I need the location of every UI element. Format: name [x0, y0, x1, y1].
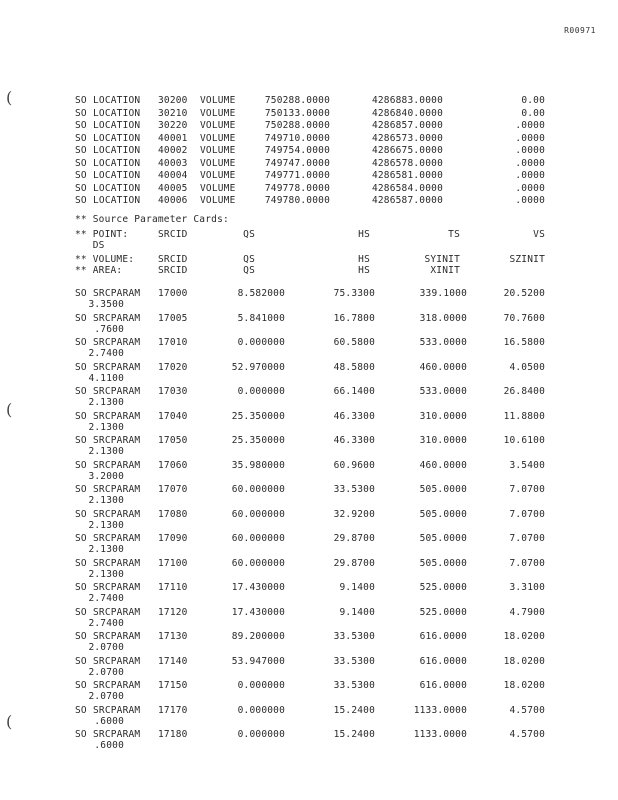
location-source-id: 40001 [158, 132, 188, 144]
param-ts-value: 505.0000 [419, 557, 467, 569]
param-keyword: SRCPARAM [93, 386, 141, 397]
location-y-coordinate: 4286578.0000 [371, 157, 443, 169]
page-id: R00971 [564, 26, 596, 35]
location-source-id: 40005 [158, 182, 188, 194]
param-continuation: 2.1300 [88, 519, 124, 531]
param-vs-value: 18.0200 [503, 631, 545, 642]
location-keyword: LOCATION [93, 120, 141, 131]
param-keyword: SRCPARAM [93, 704, 141, 716]
param-hs-value: 46.3300 [333, 435, 375, 446]
location-x-coordinate: 749754.0000 [264, 145, 330, 156]
header-cell: QS [243, 254, 255, 265]
param-qs-value: 8.582000 [237, 288, 285, 299]
location-keyword: LOCATION [93, 107, 141, 119]
location-source-type: VOLUME [200, 132, 236, 144]
param-record-type: SO [75, 606, 87, 618]
param-continuation: 2.1300 [88, 421, 124, 433]
param-hs-value: 9.1400 [339, 582, 375, 593]
param-source-id: 17000 [158, 288, 188, 299]
param-qs-value: 60.000000 [231, 533, 285, 544]
param-hs-value: 48.5800 [333, 361, 375, 373]
param-ts-value: 616.0000 [419, 631, 467, 642]
param-qs-value: 60.000000 [231, 508, 285, 520]
location-z-value: .0000 [515, 132, 545, 144]
location-source-id: 40004 [158, 170, 188, 181]
param-keyword: SRCPARAM [93, 410, 141, 422]
param-vs-value: 7.0700 [509, 508, 545, 520]
param-ts-value: 310.0000 [419, 435, 467, 446]
location-record-type: SO [75, 95, 87, 106]
param-record-type: SO [75, 361, 87, 373]
param-record-type: SO [75, 631, 87, 642]
header-cell: ** POINT: [75, 229, 129, 240]
param-hs-value: 66.1400 [333, 386, 375, 397]
param-qs-value: 17.430000 [231, 582, 285, 593]
param-keyword: SRCPARAM [93, 533, 141, 544]
param-continuation: 2.7400 [88, 348, 124, 359]
param-vs-value: 4.5700 [509, 729, 545, 740]
location-record-type: SO [75, 182, 87, 194]
param-continuation: 2.1300 [88, 397, 124, 408]
param-continuation: .7600 [94, 323, 124, 335]
param-source-id: 17030 [158, 386, 188, 397]
param-source-id: 17180 [158, 729, 188, 740]
header-cell: ** VOLUME: [75, 254, 135, 265]
param-source-id: 17070 [158, 484, 188, 495]
param-vs-value: 10.6100 [503, 435, 545, 446]
param-qs-value: 25.350000 [231, 435, 285, 446]
param-hs-value: 75.3300 [333, 288, 375, 299]
location-keyword: LOCATION [93, 145, 141, 156]
param-qs-value: 0.000000 [237, 680, 285, 691]
param-vs-value: 4.5700 [509, 704, 545, 716]
param-vs-value: 20.5200 [503, 288, 545, 299]
param-ts-value: 1133.0000 [413, 704, 467, 716]
param-ts-value: 525.0000 [419, 606, 467, 618]
param-hs-value: 33.5300 [333, 655, 375, 667]
location-z-value: .0000 [515, 182, 545, 194]
location-z-value: 0.00 [521, 107, 545, 119]
param-vs-value: 7.0700 [509, 484, 545, 495]
param-record-type: SO [75, 386, 87, 397]
param-vs-value: 11.8800 [503, 410, 545, 422]
header-cell: HS [358, 254, 370, 265]
param-continuation: 2.1300 [88, 568, 124, 580]
param-keyword: SRCPARAM [93, 631, 141, 642]
param-hs-value: 29.8700 [333, 533, 375, 544]
param-ts-value: 616.0000 [419, 680, 467, 691]
location-x-coordinate: 749780.0000 [264, 195, 330, 206]
header-cell: SZINIT [509, 254, 545, 265]
param-ts-value: 505.0000 [419, 533, 467, 544]
param-hs-value: 32.9200 [333, 508, 375, 520]
param-vs-value: 16.5800 [503, 337, 545, 348]
param-record-type: SO [75, 435, 87, 446]
param-qs-value: 52.970000 [231, 361, 285, 373]
location-y-coordinate: 4286840.0000 [371, 107, 443, 119]
param-keyword: SRCPARAM [93, 655, 141, 667]
param-record-type: SO [75, 533, 87, 544]
location-source-type: VOLUME [200, 182, 236, 194]
param-qs-value: 17.430000 [231, 606, 285, 618]
location-z-value: 0.00 [521, 95, 545, 106]
header-cell: SYINIT [424, 254, 460, 265]
param-ts-value: 318.0000 [419, 312, 467, 324]
location-source-id: 40003 [158, 157, 188, 169]
header-cell: SRCID [158, 265, 188, 276]
param-ts-value: 460.0000 [419, 459, 467, 471]
param-record-type: SO [75, 508, 87, 520]
location-x-coordinate: 750288.0000 [264, 120, 330, 131]
location-source-id: 30220 [158, 120, 188, 131]
param-qs-value: 89.200000 [231, 631, 285, 642]
param-continuation: 4.1100 [88, 372, 124, 384]
param-keyword: SRCPARAM [93, 435, 141, 446]
location-y-coordinate: 4286883.0000 [371, 95, 443, 106]
param-record-type: SO [75, 312, 87, 324]
param-record-type: SO [75, 557, 87, 569]
param-source-id: 17090 [158, 533, 188, 544]
location-record-type: SO [75, 170, 87, 181]
param-qs-value: 53.947000 [231, 655, 285, 667]
param-keyword: SRCPARAM [93, 361, 141, 373]
header-cell: TS [448, 229, 460, 240]
location-x-coordinate: 750133.0000 [264, 107, 330, 119]
param-ts-value: 505.0000 [419, 484, 467, 495]
param-source-id: 17005 [158, 312, 188, 324]
location-source-type: VOLUME [200, 120, 236, 131]
param-source-id: 17150 [158, 680, 188, 691]
param-source-id: 17110 [158, 582, 188, 593]
location-keyword: LOCATION [93, 132, 141, 144]
param-keyword: SRCPARAM [93, 557, 141, 569]
param-source-id: 17020 [158, 361, 188, 373]
param-keyword: SRCPARAM [93, 729, 141, 740]
param-record-type: SO [75, 582, 87, 593]
location-y-coordinate: 4286584.0000 [371, 182, 443, 194]
param-qs-value: 0.000000 [237, 704, 285, 716]
param-continuation: .6000 [94, 740, 124, 751]
param-keyword: SRCPARAM [93, 459, 141, 471]
param-vs-value: 70.7600 [503, 312, 545, 324]
param-qs-value: 25.350000 [231, 410, 285, 422]
param-hs-value: 33.5300 [333, 680, 375, 691]
param-source-id: 17050 [158, 435, 188, 446]
param-hs-value: 29.8700 [333, 557, 375, 569]
param-source-id: 17010 [158, 337, 188, 348]
location-source-id: 40002 [158, 145, 188, 156]
param-record-type: SO [75, 655, 87, 667]
location-keyword: LOCATION [93, 170, 141, 181]
param-hs-value: 33.5300 [333, 484, 375, 495]
location-z-value: .0000 [515, 170, 545, 181]
param-continuation: 2.7400 [88, 617, 124, 629]
param-ts-value: 460.0000 [419, 361, 467, 373]
header-cell: VS [533, 229, 545, 240]
location-source-type: VOLUME [200, 95, 236, 106]
param-vs-value: 18.0200 [503, 680, 545, 691]
location-record-type: SO [75, 132, 87, 144]
param-ts-value: 505.0000 [419, 508, 467, 520]
param-continuation: 2.1300 [88, 544, 124, 555]
location-record-type: SO [75, 120, 87, 131]
location-source-type: VOLUME [200, 145, 236, 156]
param-vs-value: 26.8400 [503, 386, 545, 397]
param-continuation: 3.2000 [88, 470, 124, 482]
param-vs-value: 7.0700 [509, 557, 545, 569]
param-record-type: SO [75, 288, 87, 299]
header-cell: QS [243, 229, 255, 240]
param-keyword: SRCPARAM [93, 508, 141, 520]
header-cell: XINIT [430, 265, 460, 276]
location-y-coordinate: 4286573.0000 [371, 132, 443, 144]
param-qs-value: 0.000000 [237, 729, 285, 740]
param-ts-value: 1133.0000 [413, 729, 467, 740]
param-vs-value: 7.0700 [509, 533, 545, 544]
header-cell: HS [358, 229, 370, 240]
param-ts-value: 533.0000 [419, 337, 467, 348]
param-source-id: 17120 [158, 606, 188, 618]
param-source-id: 17040 [158, 410, 188, 422]
location-x-coordinate: 749747.0000 [264, 157, 330, 169]
location-x-coordinate: 749778.0000 [264, 182, 330, 194]
location-source-type: VOLUME [200, 170, 236, 181]
param-record-type: SO [75, 410, 87, 422]
param-record-type: SO [75, 704, 87, 716]
param-keyword: SRCPARAM [93, 484, 141, 495]
location-y-coordinate: 4286857.0000 [371, 120, 443, 131]
location-record-type: SO [75, 145, 87, 156]
param-vs-value: 4.7900 [509, 606, 545, 618]
param-continuation: 2.1300 [88, 495, 124, 506]
location-z-value: .0000 [515, 145, 545, 156]
param-hs-value: 15.2400 [333, 729, 375, 740]
param-source-id: 17080 [158, 508, 188, 520]
param-continuation: 2.0700 [88, 691, 124, 702]
param-continuation: 2.0700 [88, 642, 124, 653]
location-source-type: VOLUME [200, 195, 236, 206]
param-vs-value: 3.3100 [509, 582, 545, 593]
param-vs-value: 3.5400 [509, 459, 545, 471]
location-record-type: SO [75, 157, 87, 169]
param-qs-value: 0.000000 [237, 337, 285, 348]
location-keyword: LOCATION [93, 182, 141, 194]
location-keyword: LOCATION [93, 157, 141, 169]
location-x-coordinate: 749710.0000 [264, 132, 330, 144]
binder-mark-icon: ( [6, 88, 13, 107]
location-z-value: .0000 [515, 157, 545, 169]
param-vs-value: 18.0200 [503, 655, 545, 667]
param-continuation: 2.1300 [88, 446, 124, 457]
param-qs-value: 0.000000 [237, 386, 285, 397]
location-x-coordinate: 749771.0000 [264, 170, 330, 181]
param-ts-value: 525.0000 [419, 582, 467, 593]
param-qs-value: 60.000000 [231, 557, 285, 569]
location-y-coordinate: 4286675.0000 [371, 145, 443, 156]
header-cell: HS [358, 265, 370, 276]
location-y-coordinate: 4286581.0000 [371, 170, 443, 181]
header-cell: SRCID [158, 254, 188, 265]
param-continuation: 3.3500 [88, 299, 124, 310]
param-keyword: SRCPARAM [93, 606, 141, 618]
header-cell: QS [243, 265, 255, 276]
param-ts-value: 310.0000 [419, 410, 467, 422]
param-hs-value: 16.7800 [333, 312, 375, 324]
param-record-type: SO [75, 337, 87, 348]
location-keyword: LOCATION [93, 195, 141, 206]
binder-mark-icon: ( [6, 712, 13, 731]
param-vs-value: 4.0500 [509, 361, 545, 373]
header-cell: SRCID [158, 229, 188, 240]
param-continuation: 2.0700 [88, 666, 124, 678]
param-record-type: SO [75, 729, 87, 740]
param-source-id: 17130 [158, 631, 188, 642]
location-source-type: VOLUME [200, 157, 236, 169]
location-x-coordinate: 750288.0000 [264, 95, 330, 106]
param-source-id: 17100 [158, 557, 188, 569]
param-ts-value: 616.0000 [419, 655, 467, 667]
param-qs-value: 60.000000 [231, 484, 285, 495]
location-z-value: .0000 [515, 120, 545, 131]
param-hs-value: 9.1400 [339, 606, 375, 618]
location-source-id: 40006 [158, 195, 188, 206]
param-hs-value: 60.5800 [333, 337, 375, 348]
location-z-value: .0000 [515, 195, 545, 206]
location-keyword: LOCATION [93, 95, 141, 106]
param-continuation: 2.7400 [88, 593, 124, 604]
binder-mark-icon: ( [6, 400, 13, 419]
param-source-id: 17060 [158, 459, 188, 471]
param-source-id: 17170 [158, 704, 188, 716]
location-record-type: SO [75, 195, 87, 206]
param-qs-value: 35.980000 [231, 459, 285, 471]
param-record-type: SO [75, 680, 87, 691]
param-keyword: SRCPARAM [93, 288, 141, 299]
param-keyword: SRCPARAM [93, 680, 141, 691]
param-keyword: SRCPARAM [93, 312, 141, 324]
location-y-coordinate: 4286587.0000 [371, 195, 443, 206]
param-continuation: .6000 [94, 715, 124, 727]
param-qs-value: 5.841000 [237, 312, 285, 324]
location-source-id: 30200 [158, 95, 188, 106]
section-title: ** Source Parameter Cards: [75, 214, 229, 225]
param-hs-value: 33.5300 [333, 631, 375, 642]
param-source-id: 17140 [158, 655, 188, 667]
param-hs-value: 46.3300 [333, 410, 375, 422]
location-record-type: SO [75, 107, 87, 119]
param-keyword: SRCPARAM [93, 582, 141, 593]
param-ts-value: 339.1000 [419, 288, 467, 299]
param-ts-value: 533.0000 [419, 386, 467, 397]
header-cell: DS [75, 240, 105, 251]
param-keyword: SRCPARAM [93, 337, 141, 348]
param-hs-value: 60.9600 [333, 459, 375, 471]
param-hs-value: 15.2400 [333, 704, 375, 716]
param-record-type: SO [75, 484, 87, 495]
location-source-type: VOLUME [200, 107, 236, 119]
param-record-type: SO [75, 459, 87, 471]
location-source-id: 30210 [158, 107, 188, 119]
header-cell: ** AREA: [75, 265, 123, 276]
